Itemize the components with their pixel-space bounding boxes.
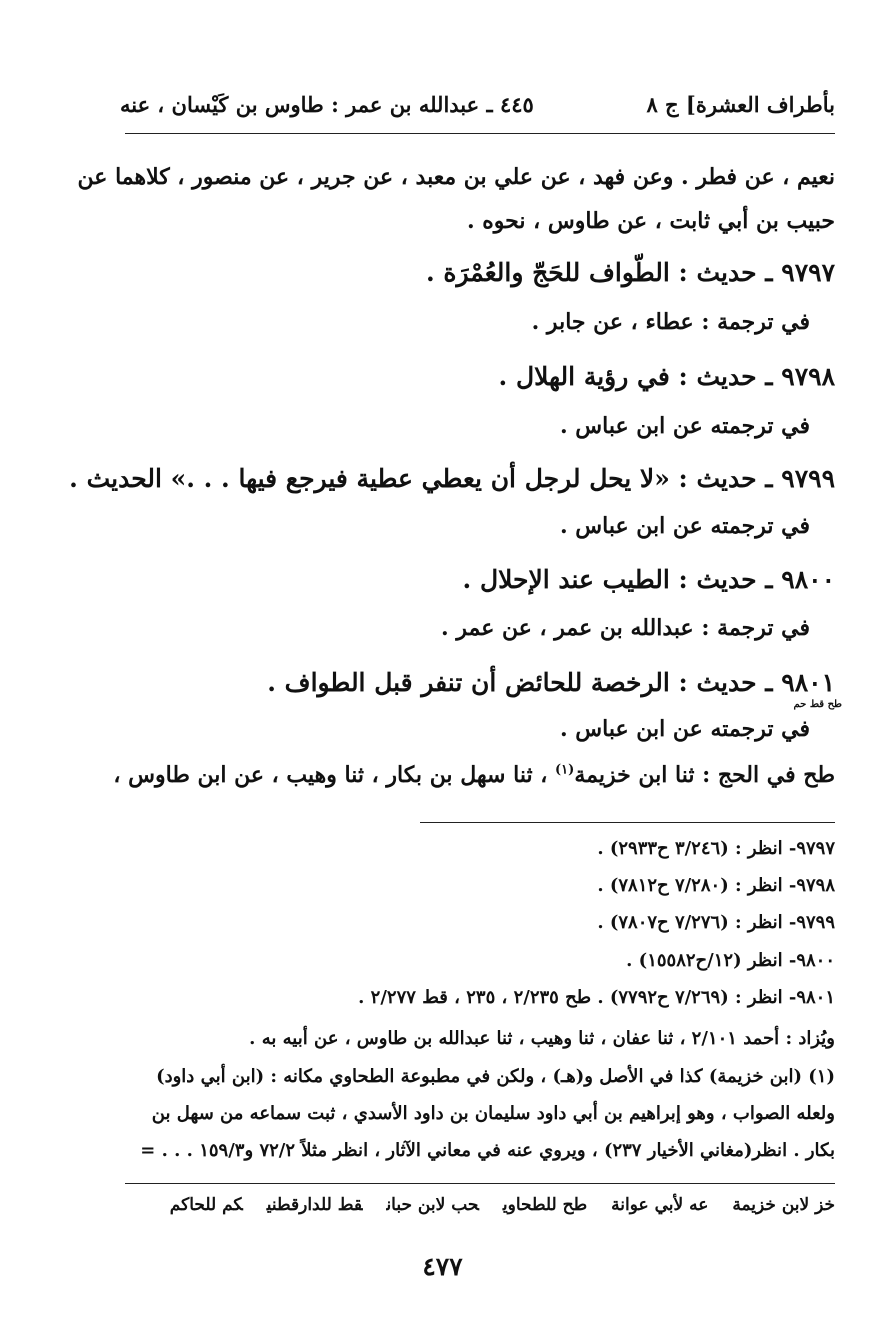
abbreviations-rule: [125, 1183, 835, 1184]
hadith-9800-reference: في ترجمة : عبدالله بن عمر ، عن عمر .: [441, 615, 810, 641]
page-number: ٤٧٧: [422, 1252, 463, 1281]
hadith-9800-heading: ٩٨٠٠ ـ حديث : الطيب عند الإحلال .: [462, 565, 835, 594]
hadith-9801-chain: [113, 762, 835, 788]
hadith-9797-reference: في ترجمة : عطاء ، عن جابر .: [531, 309, 810, 335]
footnote-9798: ٩٧٩٨- انظر : (٧/٢٨٠ ح٧٨١٢) .: [597, 875, 835, 896]
hadith-9799-reference: في ترجمته عن ابن عباس .: [559, 513, 810, 539]
abbr-khuzayma: خز لابن خزيمة: [732, 1195, 835, 1215]
abbr-daraqutni: قط للدارقطني: [266, 1195, 363, 1215]
abbr-ibn-hibban: حب لابن حبان: [386, 1195, 479, 1215]
hadith-9801-source-marks: طح قط حم: [793, 699, 842, 710]
continuation-line-1: نعيم ، عن فطر . وعن فهد ، عن علي بن معبد ، عن جرير ، عن منصور ، كلاهما عن: [77, 164, 835, 190]
footnote-9800: ٩٨٠٠- انظر (١٢/ح١٥٥٨٢) .: [626, 950, 835, 971]
header-rule: [125, 133, 835, 134]
hadith-9801-heading: ٩٨٠١ ـ حديث : الرخصة للحائض أن تنفر قبل الطواف .: [267, 668, 835, 697]
footnote-rule: [420, 822, 835, 823]
hadith-9799-heading: ٩٧٩٩ ـ حديث : «لا يحل لرجل أن يعطي عطية فيرجع فيها . . .» الحديث .: [69, 464, 835, 493]
running-header: [120, 92, 835, 126]
footnote-9799: ٩٧٩٩- انظر : (٧/٢٧٦ ح٧٨٠٧) .: [597, 912, 835, 933]
chain-start: طح في الحج : ثنا ابن خزيمة: [574, 762, 835, 788]
header-book-title: بأطراف العشرة] ج ٨: [646, 92, 835, 117]
header-section-title: ٤٤٥ ـ عبدالله بن عمر : طاوس بن كَيْسان ، عنه: [120, 92, 534, 117]
footnote-addition: ويُزاد : أحمد ٢/١٠١ ، ثنا عفان ، ثنا وهيب ، ثنا عبدالله بن طاوس ، عن أبيه به .: [249, 1028, 835, 1049]
footnote-9801: ٩٨٠١- انظر : (٧/٢٦٩ ح٧٧٩٢) . طح ٢/٢٣٥ ، ٢٣٥ ، قط ٢/٢٧٧ .: [358, 987, 835, 1008]
footnote-note-1-line-2: ولعله الصواب ، وهو إبراهيم بن أبي داود سليمان بن داود الأسدي ، ثبت سماعه من سهل بن: [151, 1103, 835, 1124]
abbr-tahawi: طح للطحاوي: [502, 1195, 588, 1215]
hadith-9797-heading: ٩٧٩٧ ـ حديث : الطّواف للحَجّ والعُمْرَة .: [425, 258, 835, 287]
abbr-hakim: كم للحاكم: [169, 1195, 243, 1215]
footnote-9797: ٩٧٩٧- انظر : (٣/٢٤٦ ح٢٩٣٣) .: [597, 838, 835, 859]
footnote-note-1-line-3: بكار . انظر(مغاني الأخيار ٢٣٧) ، ويروي عنه في معاني الآثار ، انظر مثلاً ٧٢/٢ و١٥٩/٣ . . . =: [140, 1140, 835, 1161]
abbreviations-legend: [128, 1195, 835, 1225]
chain-rest: ، ثنا سهل بن بكار ، ثنا وهيب ، عن ابن طاوس ،: [113, 762, 548, 788]
hadith-9801-reference: في ترجمته عن ابن عباس .: [559, 716, 810, 742]
hadith-9798-reference: في ترجمته عن ابن عباس .: [559, 413, 810, 439]
hadith-9798-heading: ٩٧٩٨ ـ حديث : في رؤية الهلال .: [498, 362, 835, 391]
footnote-note-1-line-1: (١) (ابن خزيمة) كذا في الأصل و(هـ) ، ولكن في مطبوعة الطحاوي مكانه : (ابن أبي داود): [156, 1066, 835, 1087]
footnote-marker: (١): [555, 762, 575, 778]
continuation-line-2: حبيب بن أبي ثابت ، عن طاوس ، نحوه .: [466, 208, 835, 234]
abbr-abu-awana: عه لأبي عوانة: [611, 1195, 709, 1215]
